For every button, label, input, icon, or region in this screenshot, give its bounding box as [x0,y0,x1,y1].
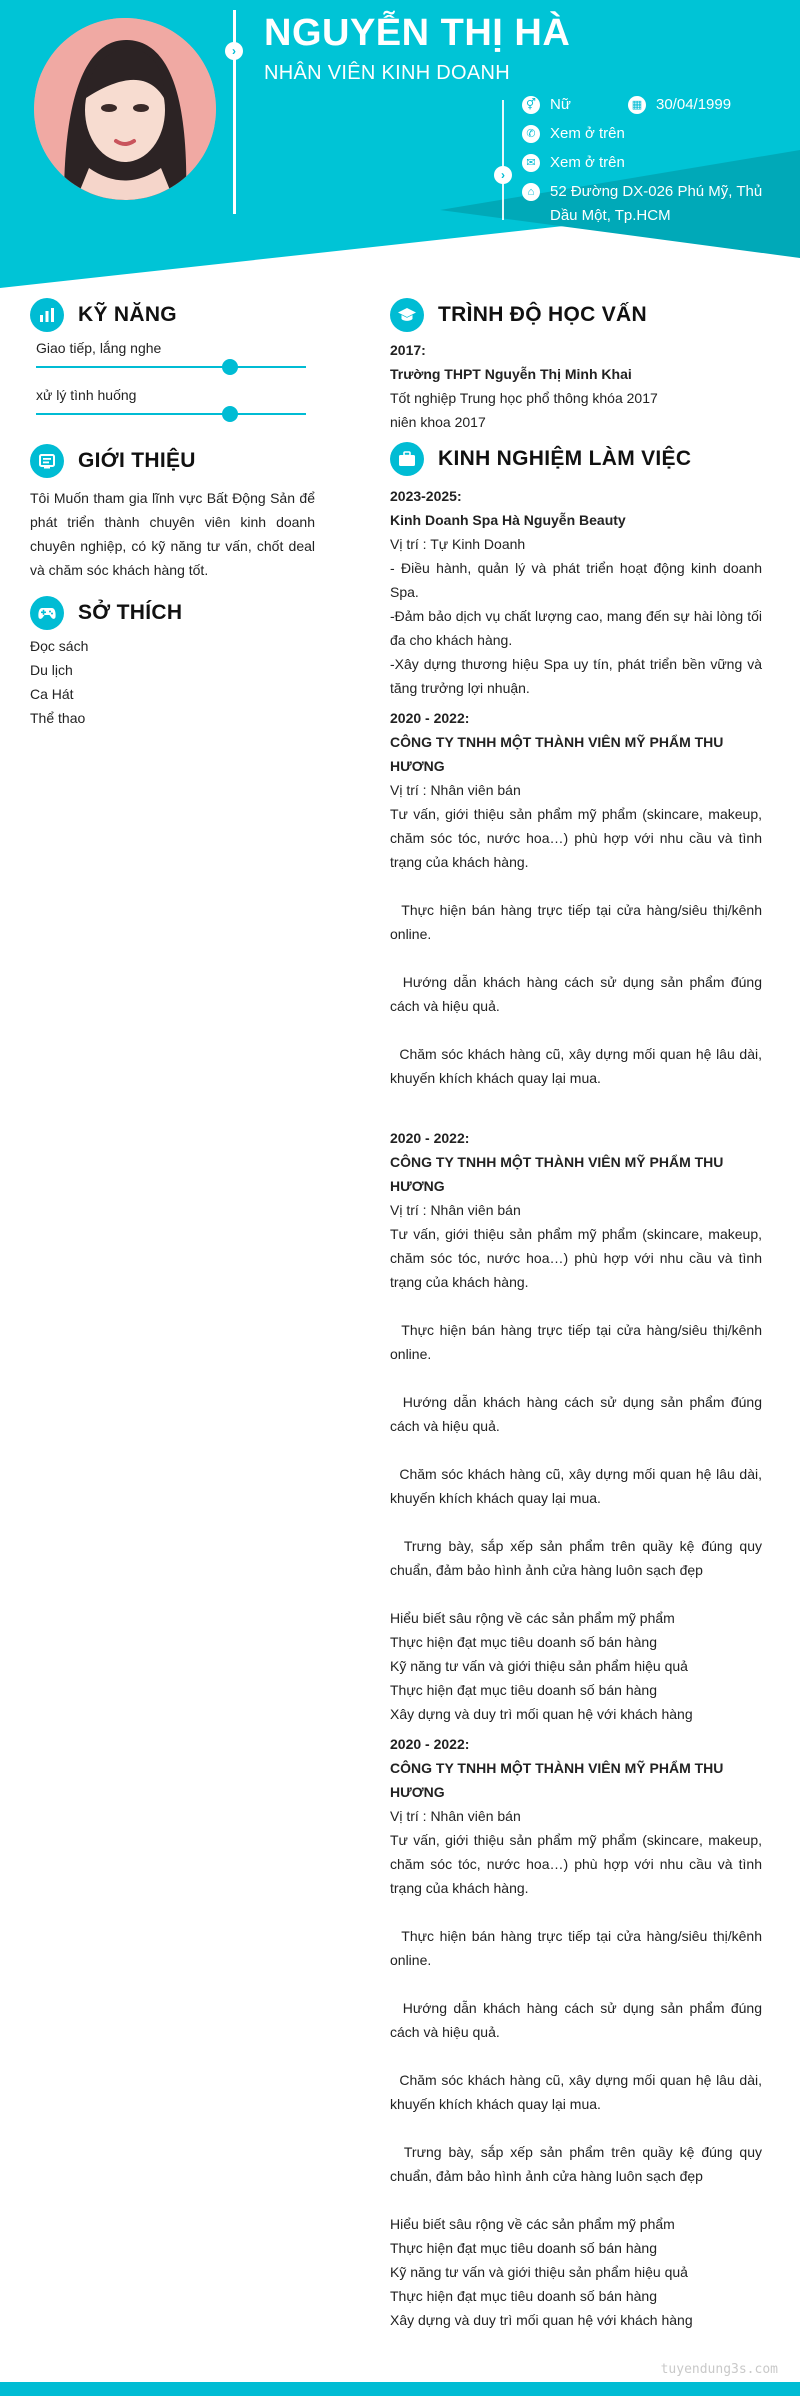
job-skill: Thực hiện đạt mục tiêu doanh số bán hàng [390,2288,657,2304]
list-item: Thể thao [30,710,86,726]
experience-heading [390,442,691,476]
skill-item [36,387,306,415]
skill-label: Giao tiếp, lắng nghe [36,340,162,356]
avatar [34,18,216,200]
job-duty: Thực hiện bán hàng trực tiếp tại cửa hàng/siêu thị/kênh online. [390,1928,766,1968]
skill-label: xử lý tình huống [36,387,137,403]
hobbies-title: SỞ THÍCH [78,601,183,624]
phone-info [522,125,625,146]
skills-title: KỸ NĂNG [78,303,177,326]
job-skill: Hiểu biết sâu rộng về các sản phẩm mỹ phẩm [390,1610,675,1626]
job-company: CÔNG TY TNHH MỘT THÀNH VIÊN MỸ PHẨM THU HƯƠNG [390,1154,724,1194]
skills-heading [30,298,177,332]
job-duty: Hướng dẫn khách hàng cách sử dụng sản phẩm đúng cách và hiệu quả. [390,2000,766,2040]
list-item: Du lịch [30,662,73,678]
job-skill: Thực hiện đạt mục tiêu doanh số bán hàng [390,1682,657,1698]
experience-entry [390,1732,766,2332]
experience-entry [390,706,766,1090]
experience-title: KINH NGHIỆM LÀM VIỆC [438,447,692,470]
job-skill: Xây dựng và duy trì mối quan hệ với khách hàng [390,2312,693,2328]
gamepad-icon [30,596,64,630]
job-duty: Tư vấn, giới thiệu sản phẩm mỹ phẩm (skincare, makeup, chăm sóc tóc, nước hoa…) phù hợp với nhu cầu và tình trạng của khách hàng. [390,1226,762,1290]
job-position: Vị trí : Nhân viên bán [390,1202,521,1218]
list-item: Đọc sách [30,638,89,654]
job-period: 2020 - 2022: [390,1130,470,1146]
gender-info [522,96,571,117]
hobbies-list [30,634,315,730]
chevron-right-icon: › [494,166,512,184]
candidate-job-title: NHÂN VIÊN KINH DOANH [264,62,511,84]
email-info [522,154,625,175]
contact-divider-line [502,100,504,220]
job-skill: Thực hiện đạt mục tiêu doanh số bán hàng [390,2240,657,2256]
experience-entry [390,484,762,700]
job-skill: Xây dựng và duy trì mối quan hệ với khách hàng [390,1706,693,1722]
job-period: 2020 - 2022: [390,710,470,726]
job-duty: Thực hiện bán hàng trực tiếp tại cửa hàng/siêu thị/kênh online. [390,1322,766,1362]
job-company: CÔNG TY TNHH MỘT THÀNH VIÊN MỸ PHẨM THU HƯƠNG [390,734,724,774]
education-year: 2017: [390,342,426,358]
job-duty: -Đảm bảo dịch vụ chất lượng cao, mang đến sự hài lòng tối đa cho khách hàng. [390,608,762,648]
education-school: Trường THPT Nguyễn Thị Minh Khai [390,366,632,382]
education-detail: niên khoa 2017 [390,414,486,430]
gender-value: Nữ [550,96,571,113]
education-title: TRÌNH ĐỘ HỌC VẤN [438,303,647,326]
email-value: Xem ở trên [550,154,625,171]
education-entry [390,338,762,434]
skill-level-knob [222,406,238,422]
experience-list [390,484,766,2332]
address-info [522,183,782,228]
education-detail: Tốt nghiệp Trung học phổ thông khóa 2017 [390,390,658,406]
skill-item [36,340,306,368]
calendar-icon: ▦ [628,96,646,114]
job-duty: Hướng dẫn khách hàng cách sử dụng sản phẩm đúng cách và hiệu quả. [390,1394,766,1434]
job-duty: Hướng dẫn khách hàng cách sử dụng sản phẩm đúng cách và hiệu quả. [390,974,766,1014]
chevron-right-icon: › [225,42,243,60]
phone-icon: ✆ [522,125,540,143]
header-divider-line [233,10,236,214]
job-company: CÔNG TY TNHH MỘT THÀNH VIÊN MỸ PHẨM THU HƯƠNG [390,1760,724,1800]
job-duty: - Điều hành, quản lý và phát triển hoạt động kinh doanh Spa. [390,560,762,600]
briefcase-icon [390,442,424,476]
job-skill: Hiểu biết sâu rộng về các sản phẩm mỹ phẩm [390,2216,675,2232]
footer-bar [0,2382,800,2396]
skill-level-knob [222,359,238,375]
phone-value: Xem ở trên [550,125,625,142]
education-heading [390,298,647,332]
candidate-name: NGUYỄN THỊ HÀ [264,12,571,54]
profile-card-icon [30,444,64,478]
gender-icon: ⚥ [522,96,540,114]
job-duty: Chăm sóc khách hàng cũ, xây dựng mối quan hệ lâu dài, khuyến khích khách quay lại mua. [390,1466,766,1506]
job-duty: -Xây dựng thương hiệu Spa uy tín, phát triển bền vững và tăng trưởng lợi nhuận. [390,656,762,696]
address-value: 52 Đường DX-026 Phú Mỹ, Thủ Dầu Một, Tp.HCM [550,183,763,224]
hobbies-heading [30,596,182,630]
bar-chart-icon [30,298,64,332]
graduation-cap-icon [390,298,424,332]
job-duty: Chăm sóc khách hàng cũ, xây dựng mối quan hệ lâu dài, khuyến khích khách quay lại mua. [390,2072,766,2112]
job-duty: Tư vấn, giới thiệu sản phẩm mỹ phẩm (skincare, makeup, chăm sóc tóc, nước hoa…) phù hợp với nhu cầu và tình trạng của khách hàng. [390,1832,762,1896]
cv-header [0,0,800,290]
list-item: Ca Hát [30,686,74,702]
job-position: Vị trí : Nhân viên bán [390,1808,521,1824]
intro-title: GIỚI THIỆU [78,449,196,472]
job-company: Kinh Doanh Spa Hà Nguyễn Beauty [390,512,626,528]
job-duty: Trưng bày, sắp xếp sản phẩm trên quầy kệ đúng quy chuẩn, đảm bảo hình ảnh cửa hàng luôn sạch đẹp [390,1538,766,1578]
portrait-image [34,18,216,200]
job-duty: Trưng bày, sắp xếp sản phẩm trên quầy kệ đúng quy chuẩn, đảm bảo hình ảnh cửa hàng luôn sạch đẹp [390,2144,766,2184]
job-skill: Kỹ năng tư vấn và giới thiệu sản phẩm hiệu quả [390,1658,688,1674]
intro-text: Tôi Muốn tham gia lĩnh vực Bất Động Sản để phát triển thành chuyên viên kinh doanh chuyên nghiệp, có kỹ năng tư vấn, chốt deal và chăm sóc khách hàng tốt. [30,490,315,578]
home-icon: ⌂ [522,183,540,201]
birthdate-info [628,96,731,117]
watermark: tuyendung3s.com [660,2362,778,2377]
email-icon: ✉ [522,154,540,172]
job-position: Vị trí : Tự Kinh Doanh [390,536,526,552]
birthdate-value: 30/04/1999 [656,96,732,113]
job-position: Vị trí : Nhân viên bán [390,782,521,798]
experience-entry [390,1126,766,1726]
skill-bar [36,413,306,415]
skill-bar [36,366,306,368]
job-duty: Thực hiện bán hàng trực tiếp tại cửa hàng/siêu thị/kênh online. [390,902,766,942]
job-duty: Chăm sóc khách hàng cũ, xây dựng mối quan hệ lâu dài, khuyến khích khách quay lại mua. [390,1046,766,1086]
job-period: 2020 - 2022: [390,1736,470,1752]
job-duty: Tư vấn, giới thiệu sản phẩm mỹ phẩm (skincare, makeup, chăm sóc tóc, nước hoa…) phù hợp với nhu cầu và tình trạng của khách hàng. [390,806,762,870]
intro-heading [30,444,196,478]
job-skill: Kỹ năng tư vấn và giới thiệu sản phẩm hiệu quả [390,2264,688,2280]
job-skill: Thực hiện đạt mục tiêu doanh số bán hàng [390,1634,657,1650]
job-period: 2023-2025: [390,488,462,504]
